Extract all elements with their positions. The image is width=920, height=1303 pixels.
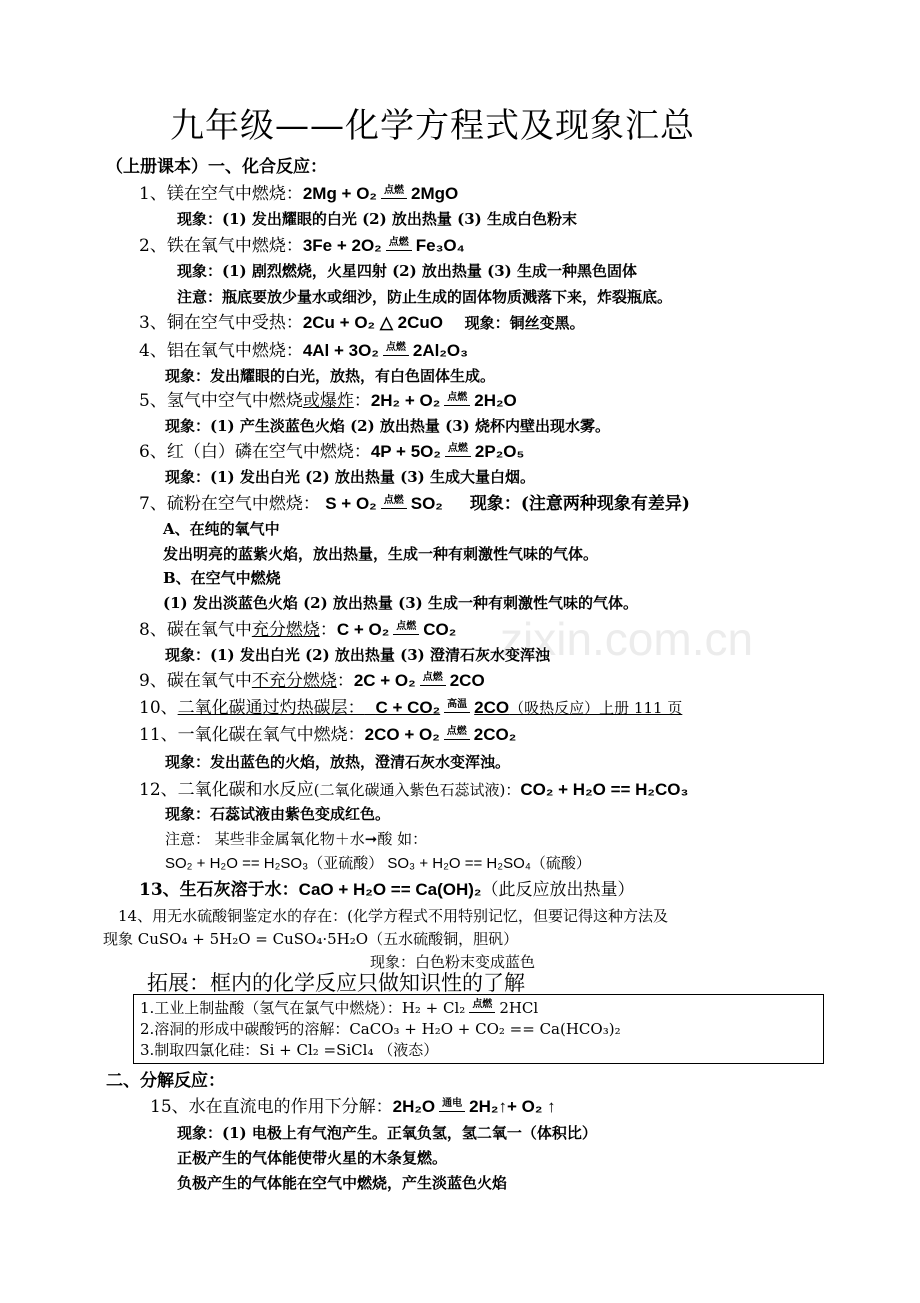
phenomenon-15-line3: 负极产生的气体能在空气中燃烧，产生淡蓝色火焰 (177, 1174, 508, 1192)
phenomenon-8: 现象：(1) 发出白光 (2) 放出热量 (3) 澄清石灰水变浑浊 (165, 646, 551, 664)
phenomenon-6: 现象：(1) 发出白光 (2) 放出热量 (3) 生成大量白烟。 (165, 468, 536, 486)
page-title: 九年级——化学方程式及现象汇总 (170, 106, 695, 146)
example-12: SO₂ + H₂O == H₂SO₃（亚硫酸） SO₃ + H₂O == H₂SO₄（硫酸） (165, 855, 591, 872)
box-line-2: 2.溶洞的形成中碳酸钙的溶解：CaCO₃ + H₂O + CO₂ == Ca(HCO₃)₂ (140, 1020, 621, 1038)
phenomenon-15-line2: 正极产生的气体能使带火星的木条复燃。 (177, 1149, 448, 1167)
reaction-12: 12、二氧化碳和水反应(二氧化碳通入紫色石蕊试液)：CO₂ + H₂O == H₂CO₃ (139, 780, 689, 800)
box-line-3: 3.制取四氯化硅：Si + Cl₂ =SiCl₄ （液态） (140, 1041, 439, 1059)
reaction-5: 5、氢气中空气中燃烧或爆炸：2H₂ + O₂ 点燃 2H₂O (139, 391, 517, 411)
reaction-8: 8、碳在氧气中充分燃烧：C + O₂ 点燃 CO₂ (139, 620, 457, 640)
reaction-10: 10、二氧化碳通过灼热碳层： C + CO₂ 高温 2CO（吸热反应）上册 111 页 (139, 698, 683, 718)
phenomenon-14: 现象：白色粉末变成蓝色 (370, 953, 536, 971)
sulfur-case-a-phenomenon: 发出明亮的蓝紫火焰，放出热量，生成一种有刺激性气味的气体。 (163, 545, 599, 563)
reaction-11: 11、一氧化碳在氧气中燃烧：2CO + O₂ 点燃 2CO₂ (139, 725, 517, 745)
box-line-1: 1.工业上制盐酸（氢气在氯气中燃烧）：H₂ + Cl₂ 点燃 2HCl (140, 999, 539, 1017)
reaction-7: 7、硫粉在空气中燃烧： S + O₂ 点燃 SO₂ 现象：(注意两种现象有差异) (139, 494, 690, 514)
section-heading-combination: （上册课本）一、化合反应： (106, 157, 327, 177)
reaction-4: 4、铝在氧气中燃烧：4Al + 3O₂ 点燃 2Al₂O₃ (139, 341, 468, 361)
phenomenon-4: 现象：发出耀眼的白光，放热，有白色固体生成。 (165, 367, 496, 385)
phenomenon-2: 现象：(1) 剧烈燃烧，火星四射 (2) 放出热量 (3) 生成一种黑色固体 (177, 262, 638, 280)
reaction-3: 3、铜在空气中受热：2Cu + O₂ △ 2CuO 现象：铜丝变黑。 (139, 313, 585, 333)
sulfur-case-b-phenomenon: (1) 发出淡蓝色火焰 (2) 放出热量 (3) 生成一种有刺激性气味的气体。 (163, 594, 639, 612)
reaction-15: 15、水在直流电的作用下分解：2H₂O 通电 2H₂↑+ O₂ ↑ (150, 1097, 556, 1117)
reaction-14-line2: 现象 CuSO₄ + 5H₂O = CuSO₄·5H₂O（五水硫酸铜，胆矾） (103, 930, 519, 948)
sulfur-case-a: A、在纯的氧气中 (163, 520, 280, 538)
extension-box (133, 994, 824, 1064)
reaction-1: 1、镁在空气中燃烧：2Mg + O₂ 点燃 2MgO (139, 184, 459, 204)
phenomenon-12: 现象：石蕊试液由紫色变成红色。 (165, 805, 391, 823)
watermark: zixin.com.cn (500, 613, 754, 665)
phenomenon-11: 现象：发出蓝色的火焰，放热，澄清石灰水变浑浊。 (165, 753, 511, 771)
phenomenon-15-line1: 现象：(1) 电极上有气泡产生。正氧负氢，氢二氧一（体积比） (177, 1124, 597, 1142)
reaction-2: 2、铁在氧气中燃烧：3Fe + 2O₂ 点燃 Fe₃O₄ (139, 236, 465, 256)
reaction-6: 6、红（白）磷在空气中燃烧：4P + 5O₂ 点燃 2P₂O₅ (139, 442, 525, 462)
sulfur-case-b: B、在空气中燃烧 (163, 569, 281, 587)
phenomenon-5: 现象：(1) 产生淡蓝色火焰 (2) 放出热量 (3) 烧杯内壁出现水雾。 (165, 417, 611, 435)
reaction-13: 13、生石灰溶于水：CaO + H₂O == Ca(OH)₂（此反应放出热量） (139, 880, 635, 900)
note-2: 注意：瓶底要放少量水或细沙，防止生成的固体物质溅落下来，炸裂瓶底。 (177, 288, 673, 306)
phenomenon-1: 现象：(1) 发出耀眼的白光 (2) 放出热量 (3) 生成白色粉末 (177, 210, 578, 228)
section-heading-decomposition: 二、分解反应： (106, 1071, 225, 1091)
extension-title: 拓展：框内的化学反应只做知识性的了解 (147, 971, 525, 995)
reaction-9: 9、碳在氧气中不充分燃烧：2C + O₂ 点燃 2CO (139, 671, 485, 691)
reaction-14-line1: 14、用无水硫酸铜鉴定水的存在：(化学方程式不用特别记忆，但要记得这种方法及 (118, 907, 668, 925)
note-12: 注意： 某些非金属氧化物＋水➞酸 如： (165, 830, 428, 848)
